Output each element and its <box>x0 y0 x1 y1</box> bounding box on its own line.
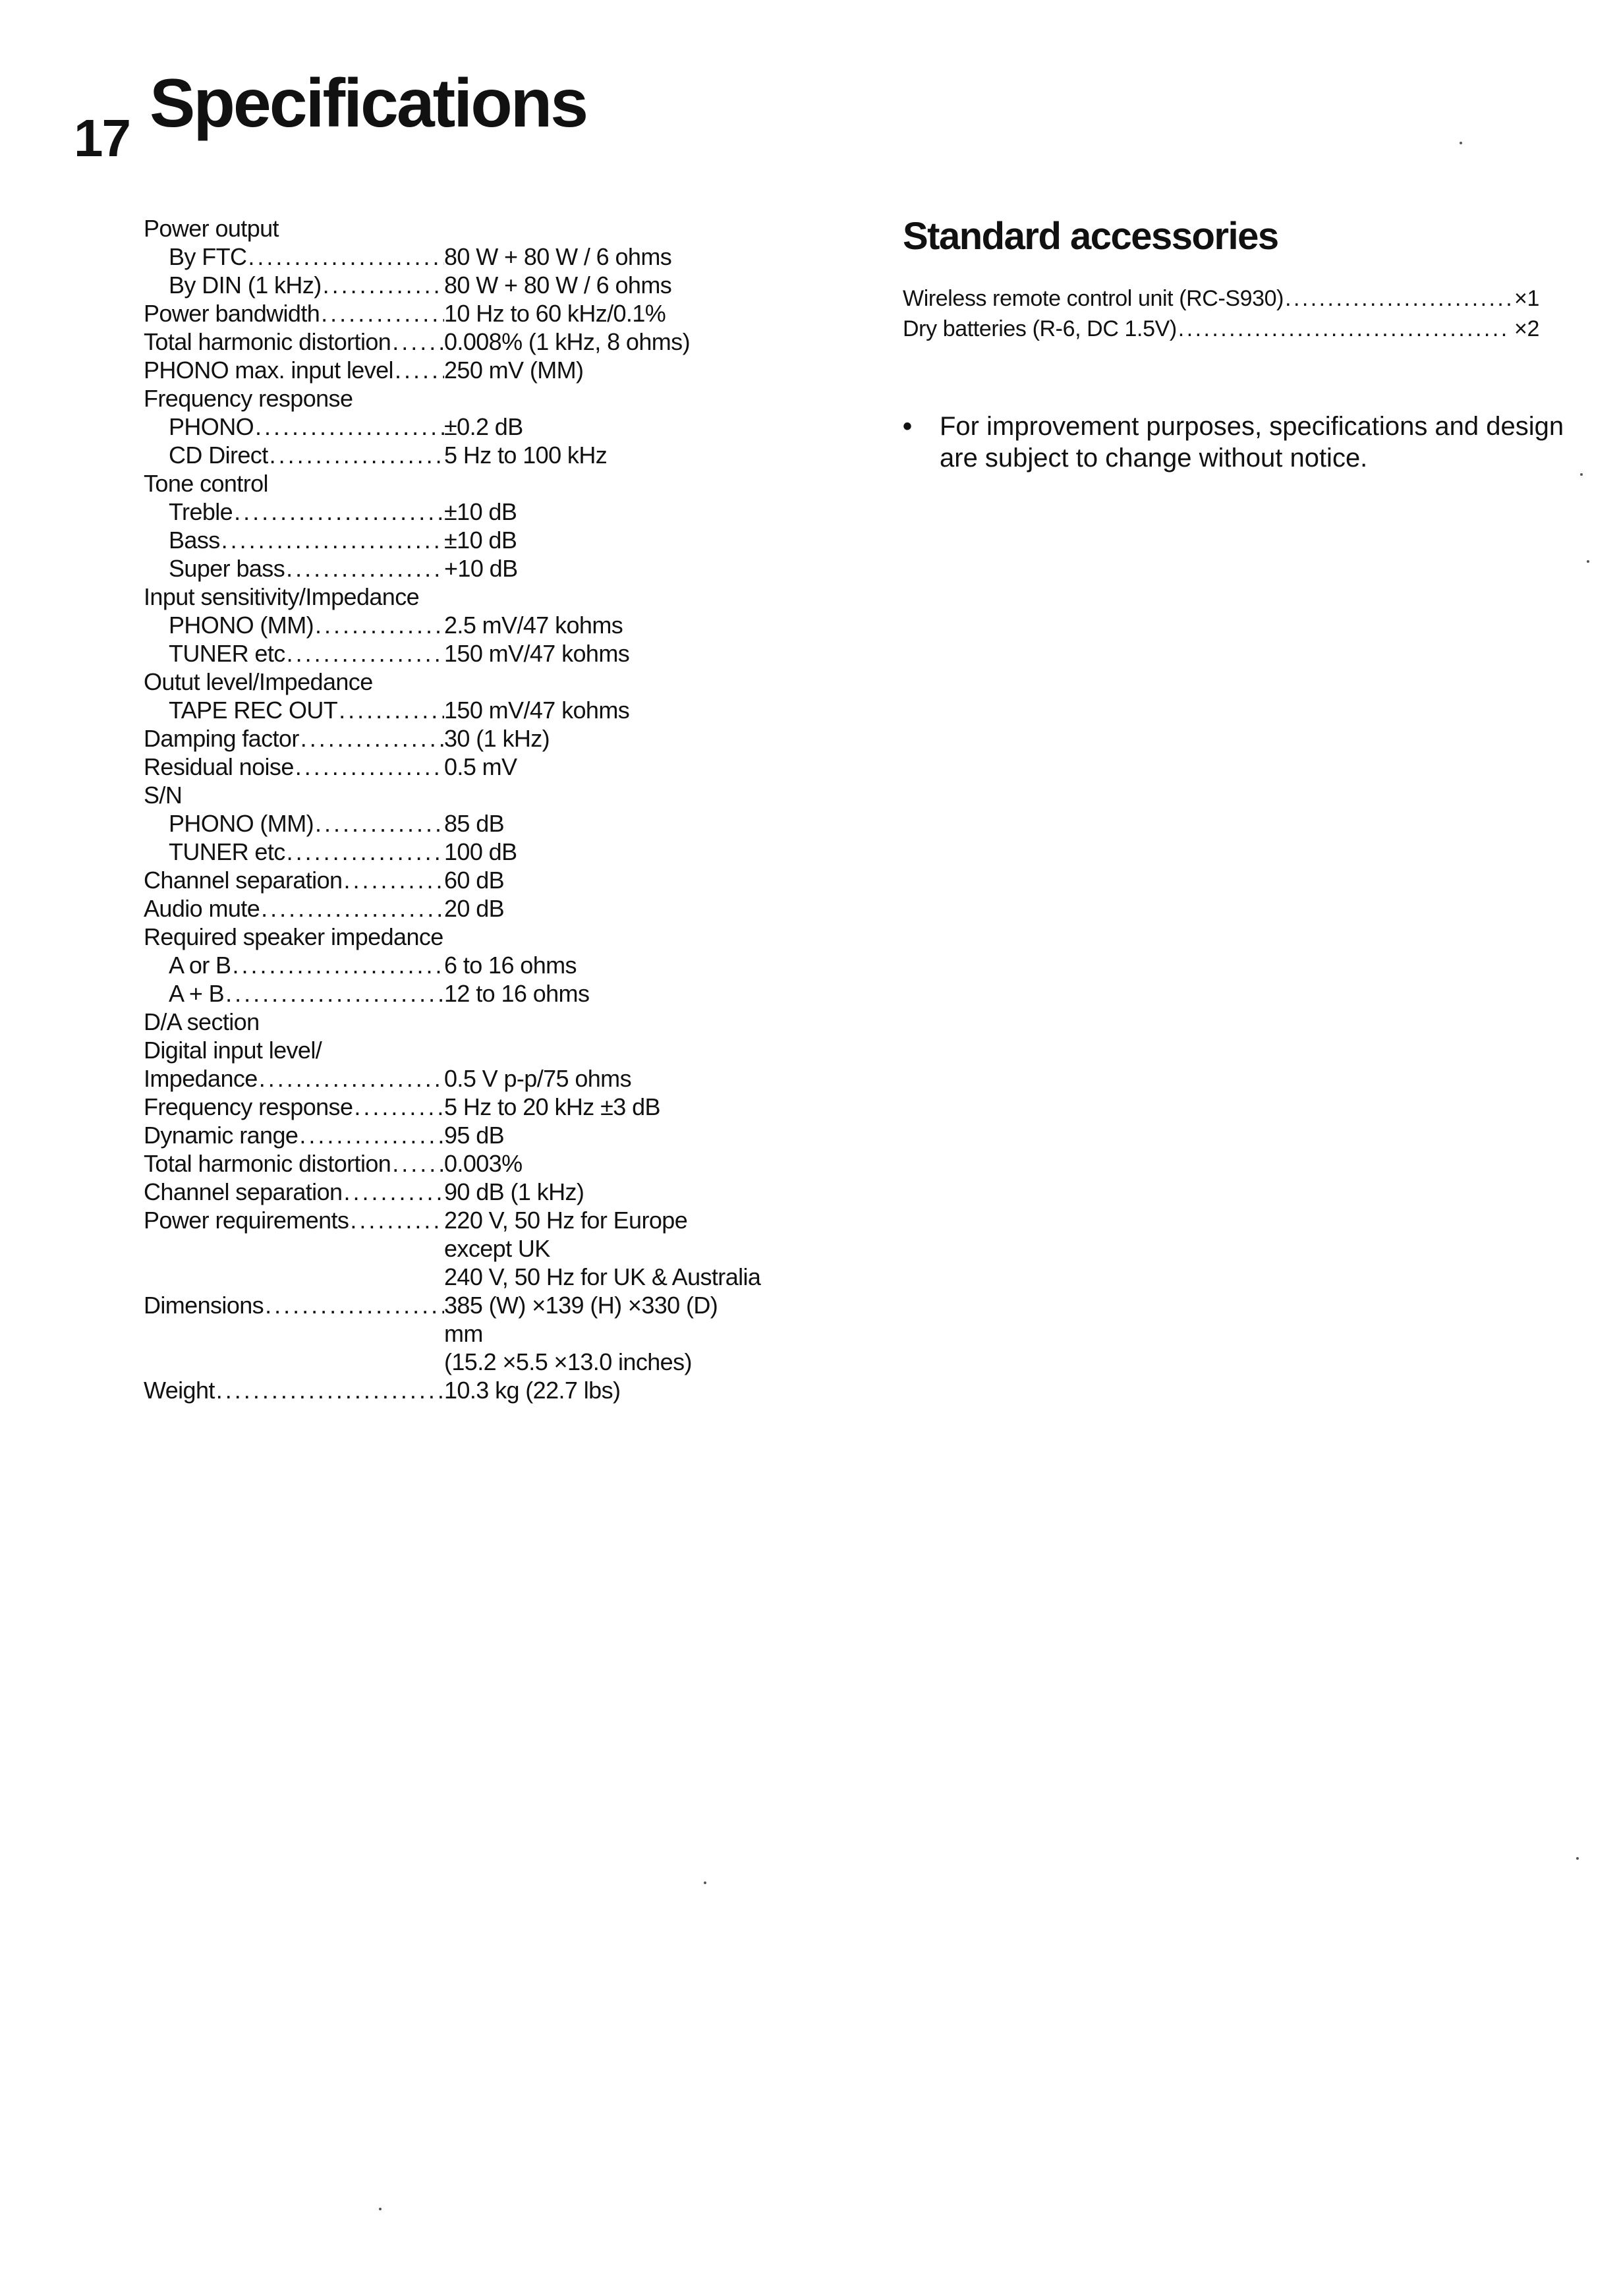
spec-row <box>144 838 829 866</box>
accessories-list <box>903 283 1548 344</box>
spec-value: 0.5 mV <box>444 753 517 780</box>
spec-row <box>144 951 829 979</box>
spec-label-cell <box>144 1093 444 1121</box>
spec-label-cell <box>144 724 444 753</box>
spec-value: 6 to 16 ohms <box>444 952 577 979</box>
spec-label: Required speaker impedance <box>144 923 443 950</box>
spec-value: +10 dB <box>444 555 518 582</box>
spec-label: Dynamic range <box>144 1122 298 1149</box>
spec-row <box>144 724 829 753</box>
dot-leader <box>320 299 444 328</box>
spec-row <box>144 384 829 413</box>
spec-row <box>144 1234 829 1263</box>
spec-label-cell <box>144 498 444 526</box>
spec-label: D/A section <box>144 1008 260 1035</box>
spec-label: Residual noise <box>144 753 294 780</box>
scan-speck <box>1580 473 1583 476</box>
spec-label: Damping factor <box>144 725 299 752</box>
dot-leader <box>353 1093 444 1121</box>
spec-row <box>144 271 829 299</box>
spec-label: Dimensions <box>144 1292 264 1319</box>
spec-label-cell <box>144 384 444 413</box>
dot-leader <box>314 611 444 639</box>
spec-label-cell <box>144 1064 444 1093</box>
spec-value: 30 (1 kHz) <box>444 725 550 752</box>
spec-value: 95 dB <box>444 1122 505 1149</box>
spec-label: Total harmonic distortion <box>144 328 391 355</box>
dot-leader <box>285 639 444 668</box>
spec-label-cell <box>144 809 444 838</box>
spec-row <box>144 894 829 923</box>
spec-label: Input sensitivity/Impedance <box>144 583 420 610</box>
spec-label: By FTC <box>169 243 247 270</box>
spec-row <box>144 1149 829 1178</box>
spec-row <box>144 1319 829 1348</box>
spec-label-cell <box>144 866 444 894</box>
spec-label: Digital input level/ <box>144 1037 322 1064</box>
spec-label-cell <box>144 271 444 299</box>
dot-leader <box>264 1291 444 1319</box>
spec-label: Outut level/Impedance <box>144 668 373 695</box>
spec-row <box>144 611 829 639</box>
spec-label-cell <box>144 1178 444 1206</box>
spec-label-cell <box>144 1149 444 1178</box>
spec-row <box>144 639 829 668</box>
spec-value: ±10 dB <box>444 498 517 525</box>
spec-row <box>144 1121 829 1149</box>
spec-label: Total harmonic distortion <box>144 1150 391 1177</box>
spec-value: ±0.2 dB <box>444 413 523 440</box>
spec-label-cell <box>144 214 444 243</box>
spec-label: Super bass <box>169 555 285 582</box>
dot-leader <box>233 498 444 526</box>
spec-row <box>144 526 829 554</box>
spec-value: 0.008% (1 kHz, 8 ohms) <box>444 328 690 355</box>
dot-leader <box>246 243 444 271</box>
spec-row <box>144 668 829 696</box>
spec-label-cell <box>144 781 444 809</box>
spec-label: Bass <box>169 527 220 554</box>
dot-leader <box>391 1149 444 1178</box>
spec-value: ±10 dB <box>444 527 517 554</box>
dot-leader <box>1284 283 1510 314</box>
accessories-heading: Standard accessories <box>903 215 1278 258</box>
spec-row <box>144 809 829 838</box>
dot-leader <box>314 809 444 838</box>
spec-label: Power requirements <box>144 1207 349 1234</box>
spec-label-cell <box>144 1291 444 1319</box>
spec-row <box>144 214 829 243</box>
dot-leader <box>1177 314 1510 344</box>
spec-row <box>144 498 829 526</box>
spec-row <box>144 299 829 328</box>
spec-value: 10 Hz to 60 kHz/0.1% <box>444 300 666 327</box>
spec-value: 90 dB (1 kHz) <box>444 1178 584 1205</box>
spec-value: 80 W + 80 W / 6 ohms <box>444 272 672 299</box>
accessory-label: Wireless remote control unit (RC-S930) <box>903 286 1284 311</box>
spec-value: 2.5 mV/47 kohms <box>444 612 623 639</box>
spec-row <box>144 979 829 1008</box>
spec-label-cell <box>144 583 444 611</box>
page-number: 17 <box>74 109 130 167</box>
dot-leader <box>268 441 444 469</box>
spec-label-cell <box>144 243 444 271</box>
scan-speck <box>704 1881 706 1884</box>
spec-label-cell <box>144 441 444 469</box>
spec-value: 150 mV/47 kohms <box>444 697 630 724</box>
spec-label: PHONO (MM) <box>169 612 314 639</box>
page-title: Specifications <box>150 65 587 142</box>
dot-leader <box>258 1064 444 1093</box>
spec-label-cell <box>144 299 444 328</box>
spec-value: 20 dB <box>444 895 505 922</box>
dot-leader <box>285 554 444 583</box>
spec-row <box>144 469 829 498</box>
spec-row <box>144 1008 829 1036</box>
spec-row <box>144 1064 829 1093</box>
spec-label: By DIN (1 kHz) <box>169 272 322 299</box>
spec-value: 10.3 kg (22.7 lbs) <box>444 1377 621 1404</box>
spec-value: 85 dB <box>444 810 505 837</box>
spec-label-cell <box>144 923 444 951</box>
spec-label: PHONO (MM) <box>169 810 314 837</box>
dot-leader <box>393 356 444 384</box>
spec-label: Audio mute <box>144 895 260 922</box>
spec-label-cell <box>144 639 444 668</box>
spec-label-cell <box>144 951 444 979</box>
spec-label: PHONO max. input level <box>144 357 393 384</box>
spec-label: Channel separation <box>144 867 343 894</box>
change-notice <box>903 411 1575 474</box>
scan-speck <box>1460 142 1462 144</box>
scan-speck <box>1587 560 1589 563</box>
spec-label: Weight <box>144 1377 215 1404</box>
dot-leader <box>337 696 444 724</box>
spec-value: 240 V, 50 Hz for UK & Australia <box>444 1263 761 1290</box>
spec-label-cell <box>144 356 444 384</box>
spec-value: 60 dB <box>444 867 505 894</box>
dot-leader <box>342 1178 444 1206</box>
dot-leader <box>220 526 444 554</box>
spec-value: (15.2 ×5.5 ×13.0 inches) <box>444 1348 692 1375</box>
accessory-label: Dry batteries (R-6, DC 1.5V) <box>903 316 1177 341</box>
dot-leader <box>224 979 444 1008</box>
dot-leader <box>285 838 444 866</box>
spec-row <box>144 441 829 469</box>
spec-row <box>144 1376 829 1404</box>
dot-leader <box>215 1376 444 1404</box>
spec-label-cell <box>144 413 444 441</box>
spec-label-cell <box>144 469 444 498</box>
spec-label-cell <box>144 979 444 1008</box>
spec-value: 150 mV/47 kohms <box>444 640 630 667</box>
spec-value: 100 dB <box>444 838 517 865</box>
spec-row <box>144 413 829 441</box>
spec-value: mm <box>444 1320 483 1347</box>
spec-label-cell <box>144 1376 444 1404</box>
spec-row <box>144 1206 829 1234</box>
spec-label-cell <box>144 668 444 696</box>
spec-label: Power bandwidth <box>144 300 320 327</box>
spec-label-cell <box>144 753 444 781</box>
spec-row <box>144 696 829 724</box>
notice-text: For improvement purposes, specifications and design are subject to change without notice. <box>940 412 1564 473</box>
spec-label: PHONO <box>169 413 254 440</box>
spec-row <box>144 1036 829 1064</box>
dot-leader <box>231 951 444 979</box>
spec-label: Tone control <box>144 470 268 497</box>
spec-row <box>144 1093 829 1121</box>
spec-value: 0.5 V p-p/75 ohms <box>444 1065 631 1092</box>
spec-label: Channel separation <box>144 1178 343 1205</box>
dot-leader <box>391 328 444 356</box>
spec-label-cell <box>144 1036 444 1064</box>
spec-label: Power output <box>144 215 279 242</box>
spec-value: except UK <box>444 1235 550 1262</box>
spec-value: 5 Hz to 100 kHz <box>444 442 608 469</box>
spec-label: TAPE REC OUT <box>169 697 338 724</box>
spec-label-cell <box>144 526 444 554</box>
spec-label-cell <box>144 611 444 639</box>
spec-row <box>144 866 829 894</box>
spec-row <box>144 923 829 951</box>
spec-row <box>144 583 829 611</box>
spec-label: Impedance <box>144 1065 258 1092</box>
spec-value: 385 (W) ×139 (H) ×330 (D) <box>444 1292 718 1319</box>
spec-value: 220 V, 50 Hz for Europe <box>444 1207 688 1234</box>
dot-leader <box>254 413 444 441</box>
spec-row <box>144 554 829 583</box>
spec-label-cell <box>144 838 444 866</box>
spec-label-cell <box>144 1008 444 1036</box>
spec-label: A or B <box>169 952 231 979</box>
spec-value: 5 Hz to 20 kHz ±3 dB <box>444 1093 660 1120</box>
spec-row <box>144 1291 829 1319</box>
spec-label: TUNER etc <box>169 838 285 865</box>
spec-row <box>144 356 829 384</box>
spec-row <box>144 1348 829 1376</box>
spec-row <box>144 781 829 809</box>
spec-label: TUNER etc <box>169 640 285 667</box>
spec-label-cell <box>144 328 444 356</box>
dot-leader <box>294 753 444 781</box>
spec-label-cell <box>144 894 444 923</box>
specifications-list <box>144 214 829 1404</box>
accessory-item <box>903 314 1548 344</box>
spec-row <box>144 1178 829 1206</box>
spec-label-cell <box>144 1206 444 1234</box>
spec-label: Treble <box>169 498 233 525</box>
dot-leader <box>349 1206 444 1234</box>
spec-label-cell <box>144 696 444 724</box>
spec-value: 0.003% <box>444 1150 523 1177</box>
dot-leader <box>299 724 444 753</box>
spec-value: 250 mV (MM) <box>444 357 584 384</box>
spec-label: Frequency response <box>144 385 353 412</box>
accessory-item <box>903 283 1548 314</box>
dot-leader <box>322 271 444 299</box>
spec-label: Frequency response <box>144 1093 353 1120</box>
dot-leader <box>260 894 444 923</box>
spec-row <box>144 753 829 781</box>
spec-value: 80 W + 80 W / 6 ohms <box>444 243 672 270</box>
scan-speck <box>379 2208 382 2210</box>
spec-value: 12 to 16 ohms <box>444 980 590 1007</box>
spec-row <box>144 328 829 356</box>
dot-leader <box>298 1121 444 1149</box>
spec-label: CD Direct <box>169 442 268 469</box>
accessory-quantity: ×1 <box>1514 286 1539 311</box>
accessory-quantity: ×2 <box>1514 316 1539 341</box>
spec-label: S/N <box>144 782 183 809</box>
spec-label-cell <box>144 1121 444 1149</box>
bullet-icon: • <box>903 412 913 441</box>
spec-row <box>144 243 829 271</box>
spec-label-cell <box>144 554 444 583</box>
spec-label: A + B <box>169 980 225 1007</box>
spec-row <box>144 1263 829 1291</box>
dot-leader <box>342 866 444 894</box>
scan-speck <box>1576 1857 1579 1860</box>
